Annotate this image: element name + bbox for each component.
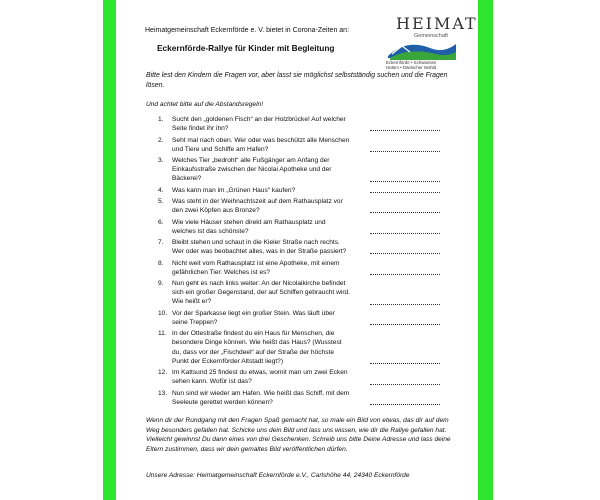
question-item [158,136,458,154]
question-item [158,156,458,184]
question-item [158,197,458,215]
question-item [158,368,458,386]
answer-line[interactable] [370,151,440,152]
question-text: Welches Tier „bedroht“ alle Fußgänger am Anfang der Einkaufsstraße zwischen der Nicolai Apotheke und der Bäckerei? [172,157,332,183]
logo-region-lines [386,60,436,70]
answer-line[interactable] [370,181,440,182]
question-number: 9. [158,280,164,287]
logo-word: HEIMAT [396,14,478,33]
distance-rules-note: Und achtet bitte auf die Abstandsregeln! [146,101,264,108]
question-number: 2. [158,136,164,144]
heimat-logo [386,14,478,78]
intro-text: Bitte lest den Kindern die Fragen vor, aber lasst sie möglichst selbstständig suchen und die Fragen lösen. [146,72,448,89]
answer-line[interactable] [370,384,440,385]
answer-line[interactable] [370,324,440,325]
question-item [158,115,458,133]
question-number: 4. [158,186,164,194]
document-page [116,0,478,500]
answer-line[interactable] [370,233,440,234]
closing-text: Wenn dir der Rundgang mit den Fragen Spaß gemacht hat, so male ein Bild von etwas, das dir auf dem Weg besonders gefallen hat. Schicke uns dein Bild und lass uns wissen, wie dir die Rallye gefallen hat. Vielleicht gewinnst Du dann eines von drei Geschenken. Schreib uns bitte Deine Adresse und lass deine Eltern zustimmen, dass wir dein gemaltes Bild veröffentlichen dürfen. [146,417,451,453]
question-number: 1. [158,116,164,123]
document-title: Eckernförde-Rallye für Kinder mit Begleitung [157,43,335,53]
question-item [158,309,458,327]
answer-line[interactable] [370,274,440,275]
logo-subtitle: Gemeinschaft [414,33,448,39]
question-number: 5. [158,198,164,205]
question-text: Nicht weit vom Rathausplatz ist eine Apotheke, mit einem gefährlichen Tier. Welches ist es? [172,259,340,276]
question-text: Nun geht es nach links weiter: An der Nicolaikirche befindet sich ein großer Gegenstand, der auf Schiffen gebraucht wird. Wie heißt er? [172,280,351,306]
answer-line[interactable] [370,253,440,254]
question-text: Seht mal nach oben. Wer oder was beschützt alle Menschen und Tiere und Schiffe am Hafen? [172,136,350,153]
question-text: Sucht den „goldenen Fisch“ an der Holzbrücke! Auf welcher Seite findet ihr ihn? [172,116,346,133]
logo-emblem-icon [386,38,458,62]
question-item [158,238,458,256]
question-item [158,186,458,195]
question-number: 13. [158,389,168,397]
question-number: 11. [158,330,167,338]
question-text: Was kann man im „Grünen Haus“ kaufen? [172,186,296,194]
logo-region-line-1: Eckernförde • Schwansen [386,60,437,65]
question-text: Bleibt stehen und schaut in die Kieler Straße nach rechts. Wer oder was beobachtet alles, was in der Straße passiert? [172,239,347,256]
organization-line: Heimatgemeinschaft Eckernförde e. V. bietet in Corona-Zeiten an: [145,27,350,34]
question-number: 6. [158,218,164,226]
question-text: Im Kattsund 25 findest du etwas, womit man um zwei Ecken sehen kann. Wofür ist das? [172,369,348,386]
logo-region-line-2: Hütten • Dänischer Wohld [386,65,437,70]
question-item [158,279,458,307]
question-number: 10. [158,309,168,317]
question-list [158,115,458,409]
question-text: Vor der Sparkasse liegt ein großer Stein. Was läuft über seine Treppen? [172,309,335,326]
question-text: Was steht in der Weihnachtszeit auf dem Rathausplatz vor den zwei Köpfen aus Bronze? [172,198,343,215]
answer-line[interactable] [370,363,440,364]
address-line: Unsere Adresse: Heimatgemeinschaft Eckernförde e.V., Carlshöhe 44, 24340 Eckernförde [146,472,410,479]
question-number: 7. [158,239,164,246]
answer-line[interactable] [370,304,440,305]
question-text: In der Ottestraße findest du ein Haus für Menschen, die besondere Dinge können. Wie heißt das Haus? (Wusstest du, dass vor der „Fischdeel“ auf der Straße der höchste Punkt der Eckernförder Altstadt liegt?) [172,330,342,365]
question-number: 3. [158,157,164,164]
question-item [158,259,458,277]
question-text: Wie viele Häuser stehen direkt am Rathausplatz und welches ist das schönste? [172,218,326,235]
answer-line[interactable] [370,130,440,131]
question-item [158,389,458,407]
question-number: 12. [158,369,168,377]
answer-line[interactable] [370,192,440,193]
question-number: 8. [158,259,164,267]
green-border-left [103,0,116,500]
answer-line[interactable] [370,404,440,405]
green-border-right [478,0,493,500]
question-text: Nun sind wir wieder am Hafen. Wie heißt das Schiff, mit dem Seeleute gerettet werden können? [172,389,350,406]
question-item [158,329,458,366]
answer-line[interactable] [370,212,440,213]
question-item [158,218,458,236]
